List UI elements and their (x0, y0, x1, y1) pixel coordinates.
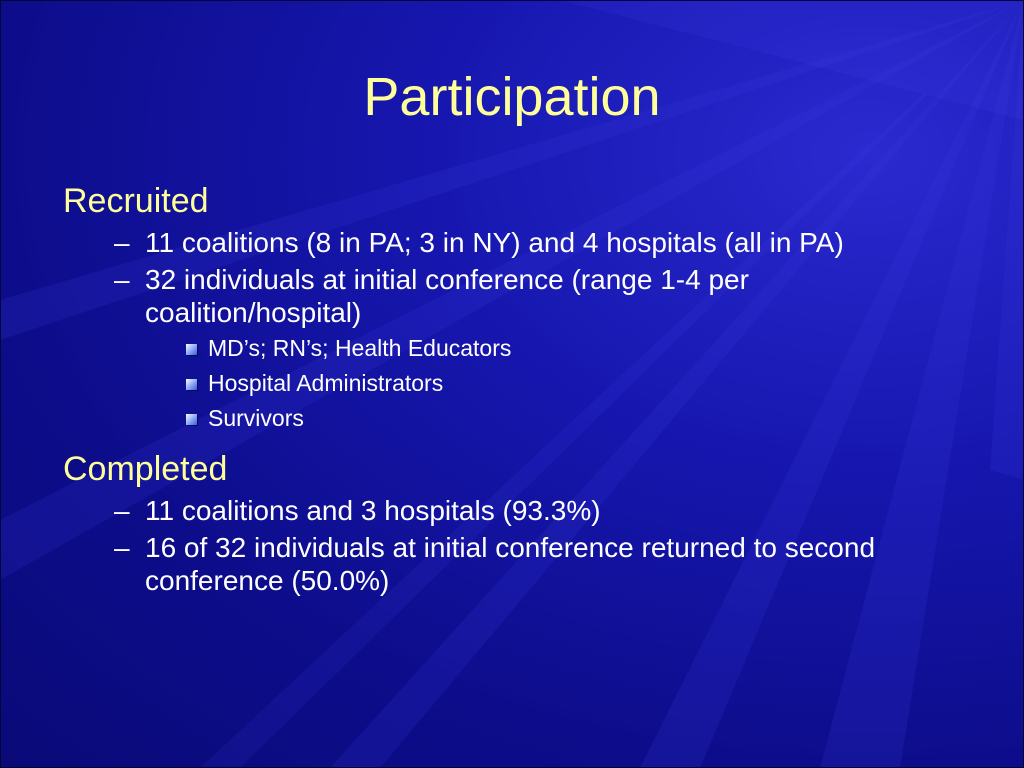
list-item-text: MD’s; RN’s; Health Educators (208, 335, 512, 361)
role-list (163, 333, 963, 434)
list-item-text: 11 coalitions and 3 hospitals (93.3%) (145, 495, 601, 526)
list-item-text: 11 coalitions (8 in PA; 3 in NY) and 4 hospitals (all in PA) (145, 227, 844, 258)
heading-completed: Completed (63, 450, 228, 488)
recruited-list (63, 226, 963, 329)
square-bullet-icon (186, 414, 197, 425)
completed-list (63, 494, 963, 597)
list-item-text: 16 of 32 individuals at initial conference returned to second conference (50.0%) (145, 532, 876, 596)
square-bullet-icon (186, 344, 197, 355)
list-item (208, 333, 963, 364)
dash-bullet: – (114, 227, 130, 258)
list-item-text: 32 individuals at initial conference (range 1-4 per coalition/hospital) (145, 264, 749, 328)
slide-title: Participation (363, 67, 661, 127)
list-item (114, 531, 945, 597)
list-item (208, 368, 963, 399)
list-item-text: Hospital Administrators (208, 370, 444, 396)
list-item (114, 263, 945, 329)
dash-bullet: – (114, 264, 130, 295)
list-item (114, 226, 945, 259)
list-item (208, 403, 963, 434)
section-recruited (63, 178, 963, 434)
section-completed (63, 446, 963, 597)
dash-bullet: – (114, 495, 130, 526)
heading-recruited: Recruited (63, 182, 209, 220)
square-bullet-icon (186, 379, 197, 390)
dash-bullet: – (114, 532, 130, 563)
slide-content (63, 178, 963, 601)
list-item-text: Survivors (208, 405, 304, 431)
list-item (114, 494, 945, 527)
